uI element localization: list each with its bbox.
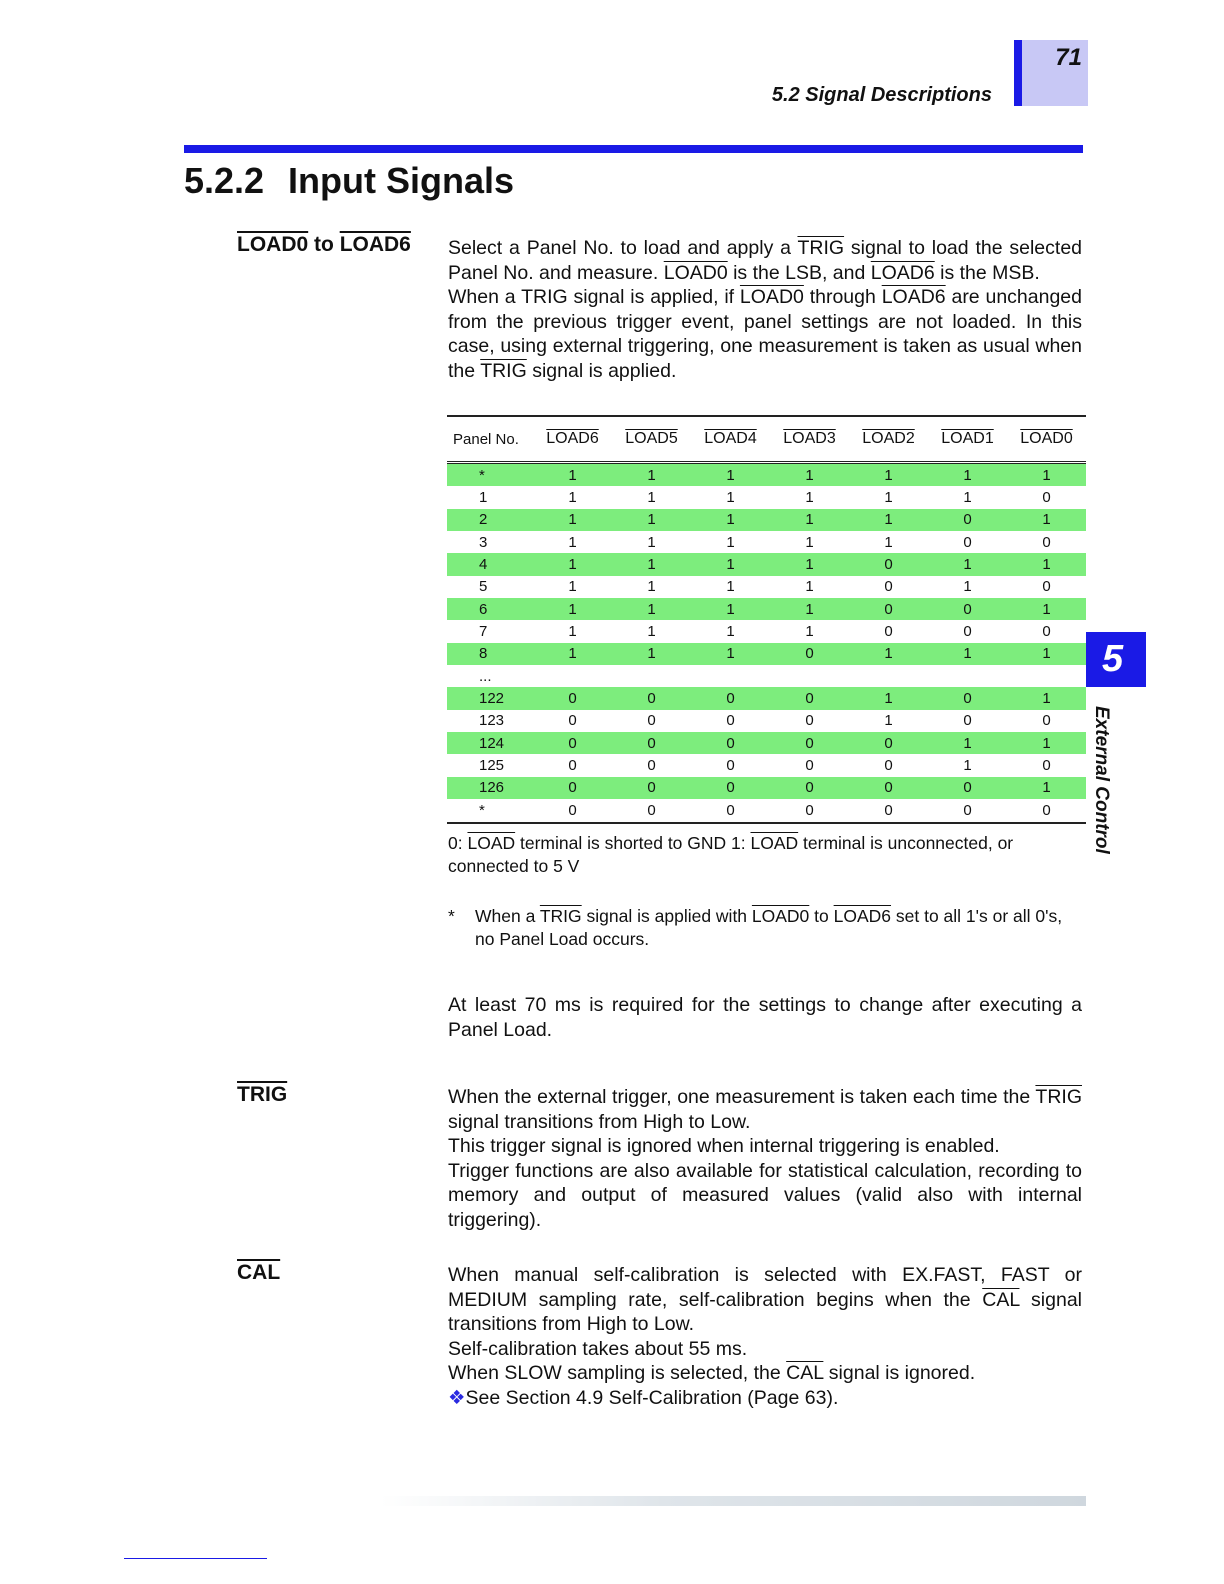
- bit-cell: 1: [928, 732, 1007, 754]
- panel-number-cell: ...: [479, 667, 492, 685]
- bit-cell: 0: [726, 757, 735, 775]
- table-row: [447, 598, 1086, 620]
- bit-cell: 0: [612, 799, 691, 822]
- bit-cell: 0: [647, 757, 656, 775]
- text-run: signal transitions from High to Low.: [448, 1288, 1082, 1335]
- chapter-number: 5: [1102, 638, 1124, 680]
- bit-cell: 0: [533, 799, 612, 822]
- text-run: is the MSB.: [934, 261, 1040, 284]
- bit-cell: 1: [805, 623, 814, 641]
- bit-cell: 1: [647, 623, 656, 641]
- bit-cell: 1: [726, 578, 735, 596]
- bit-cell: 1: [849, 509, 928, 531]
- table-row: [447, 643, 1086, 665]
- bit-cell: 1: [1007, 777, 1086, 799]
- bit-cell: 0: [805, 712, 814, 730]
- bit-cell: 1: [1007, 598, 1086, 620]
- bit-cell: 1: [533, 509, 612, 531]
- bit-cell: 1: [928, 643, 1007, 665]
- bit-cell: 0: [1042, 623, 1051, 641]
- table-row: [447, 486, 1086, 508]
- term-load-mid: to: [308, 233, 340, 256]
- panel-load-table: [447, 415, 1086, 824]
- bit-cell: 0: [647, 712, 656, 730]
- bit-cell: 1: [770, 463, 849, 487]
- text-run: When the external trigger, one measurement is taken each time the: [448, 1086, 1036, 1108]
- bit-cell: 1: [770, 598, 849, 620]
- panel-number-cell: 123: [479, 712, 505, 730]
- panel-number-cell: 5: [479, 578, 488, 596]
- bit-cell: 0: [963, 533, 972, 551]
- footnote-all-same: [448, 905, 1078, 951]
- cal-reference[interactable]: [448, 1386, 1082, 1411]
- chapter-tab: [1086, 632, 1146, 687]
- panel-number-cell: *: [447, 463, 533, 487]
- header-load5: [612, 416, 691, 463]
- bit-cell: 1: [849, 463, 928, 487]
- signal-load6: LOAD6: [881, 286, 946, 308]
- bit-cell: 0: [612, 777, 691, 799]
- bit-cell: [928, 665, 1007, 687]
- panel-number-cell: 6: [447, 598, 533, 620]
- signal-cal: $\overline{CAL}$: [982, 1288, 1020, 1311]
- bit-cell: 1: [647, 578, 656, 596]
- bit-cell: 0: [928, 799, 1007, 822]
- text-run: terminal is shorted to GND 1:: [515, 833, 751, 853]
- bit-cell: 0: [770, 687, 849, 709]
- bit-cell: 1: [647, 533, 656, 551]
- bit-cell: 0: [533, 687, 612, 709]
- text-run: 0:: [448, 833, 468, 853]
- header-panel-no: Panel No.: [447, 416, 533, 463]
- signal-trig: TRIG: [480, 359, 527, 382]
- table-row: [447, 509, 1086, 531]
- term-load-b: LOAD6: [339, 233, 411, 256]
- bit-cell: 1: [612, 553, 691, 575]
- bit-cell: 0: [963, 712, 972, 730]
- bit-cell: 0: [533, 777, 612, 799]
- header-label: LOAD6: [546, 430, 599, 447]
- bit-cell: 1: [1007, 687, 1086, 709]
- bit-cell: 1: [612, 463, 691, 487]
- load-description: [448, 236, 1082, 383]
- table-row: [447, 665, 1086, 687]
- bit-cell: 1: [726, 623, 735, 641]
- header-load2: [849, 416, 928, 463]
- load-para-2: [448, 285, 1082, 383]
- signal-load: LOAD: [750, 833, 799, 853]
- load-para-1: [448, 236, 1082, 285]
- header-label: LOAD0: [1020, 430, 1073, 447]
- table-row: [447, 710, 1086, 732]
- bit-cell: 1: [647, 489, 656, 507]
- bit-cell: 1: [533, 463, 612, 487]
- bit-cell: [612, 665, 691, 687]
- bit-cell: 0: [691, 732, 770, 754]
- text-run: to: [809, 906, 834, 926]
- bit-cell: 0: [849, 777, 928, 799]
- bit-cell: 1: [691, 553, 770, 575]
- bit-cell: 1: [612, 643, 691, 665]
- trig-para-3: Trigger functions are also available for statistical calculation, recording to memory and output of measured values (valid also with internal triggering).: [448, 1159, 1082, 1231]
- panel-number-cell: 7: [479, 623, 488, 641]
- signal-trig: TRIG: [1035, 1086, 1082, 1108]
- bit-cell: 1: [533, 643, 612, 665]
- bit-cell: 0: [849, 553, 928, 575]
- bit-cell: 1: [770, 509, 849, 531]
- section-number: 5.2.2: [184, 160, 265, 201]
- header-load3: [770, 416, 849, 463]
- bit-cell: [849, 665, 928, 687]
- bit-cell: 1: [928, 463, 1007, 487]
- bit-cell: 1: [849, 687, 928, 709]
- bit-cell: 1: [1007, 509, 1086, 531]
- term-cal: $\overline{CAL}$: [237, 1261, 281, 1284]
- table-row: [447, 777, 1086, 799]
- footer-gradient-rule: [380, 1496, 1086, 1506]
- bit-cell: 0: [568, 757, 577, 775]
- bit-cell: 1: [963, 757, 972, 775]
- bit-cell: 0: [1042, 489, 1051, 507]
- bit-cell: [533, 665, 612, 687]
- text-run: signal is applied.: [526, 359, 677, 382]
- bit-cell: 0: [963, 623, 972, 641]
- bit-cell: 1: [1007, 643, 1086, 665]
- bit-cell: 1: [568, 489, 577, 507]
- signal-load0: LOAD0: [663, 261, 728, 284]
- text-run: When a: [475, 906, 540, 926]
- table-row: [447, 754, 1086, 776]
- bit-cell: [691, 665, 770, 687]
- bit-cell: 0: [1042, 712, 1051, 730]
- text-run: Select a Panel No. to load and apply a: [448, 237, 798, 259]
- bit-cell: 0: [1042, 757, 1051, 775]
- bit-cell: 0: [770, 732, 849, 754]
- bit-cell: 1: [568, 623, 577, 641]
- header-load6: [533, 416, 612, 463]
- bit-cell: 0: [928, 687, 1007, 709]
- table-header-row: [447, 416, 1086, 463]
- table-row: [447, 576, 1086, 598]
- bit-cell: 0: [884, 578, 893, 596]
- bit-cell: 0: [1042, 578, 1051, 596]
- table-row: [447, 620, 1086, 642]
- panel-number-cell: 2: [447, 509, 533, 531]
- text-run: When SLOW sampling is selected, the: [448, 1362, 787, 1384]
- page-number: 71: [1055, 44, 1082, 71]
- bit-cell: 0: [884, 623, 893, 641]
- signal-cal: $\overline{CAL}$: [786, 1362, 824, 1384]
- text-run: When manual self-calibration is selected with EX.FAST, FAST or MEDIUM sampling rate, self-calibration begins when the: [448, 1264, 1082, 1311]
- text-run: are unchanged from the previous trigger event, panel settings are not loaded. In this case, using external triggering, one measurement is taken as usual when the: [448, 286, 1082, 382]
- bit-cell: 1: [963, 489, 972, 507]
- bit-cell: 0: [568, 712, 577, 730]
- table-row: [447, 732, 1086, 754]
- bit-cell: 1: [568, 578, 577, 596]
- signal-trig: TRIG: [797, 237, 845, 259]
- bit-cell: 1: [849, 643, 928, 665]
- bit-cell: 0: [726, 712, 735, 730]
- bit-cell: 0: [770, 643, 849, 665]
- bit-cell: 0: [770, 777, 849, 799]
- panel-number-cell: 126: [447, 777, 533, 799]
- bit-cell: 1: [726, 533, 735, 551]
- panel-load-time-note: At least 70 ms is required for the settings to change after executing a Panel Load.: [448, 994, 1082, 1041]
- footer-link-rule: [124, 1558, 267, 1559]
- table-row: [447, 799, 1086, 822]
- footnote-text: [475, 905, 1078, 951]
- term-trig: TRIG: [237, 1083, 288, 1106]
- reference-link[interactable]: See Section 4.9 Self-Calibration (Page 63).: [465, 1386, 839, 1409]
- bit-cell: 0: [849, 799, 928, 822]
- page-number-box: [1022, 40, 1088, 106]
- table-row: [447, 553, 1086, 575]
- section-title-text: Input Signals: [288, 160, 515, 201]
- bit-cell: [770, 665, 849, 687]
- bit-cell: 0: [612, 732, 691, 754]
- bit-cell: 0: [1042, 533, 1051, 551]
- panel-number-cell: 4: [447, 553, 533, 575]
- bit-cell: 0: [691, 799, 770, 822]
- table-row: [447, 687, 1086, 709]
- bit-cell: 1: [1007, 463, 1086, 487]
- footnote-mark: *: [448, 906, 455, 926]
- header-label: LOAD1: [941, 430, 994, 447]
- text-run: set to all 1's or all 0's, no Panel Load occurs.: [475, 906, 1063, 949]
- term-load-a: LOAD0: [237, 233, 309, 256]
- chapter-label: External Control: [1091, 706, 1112, 854]
- panel-number-cell: 1: [479, 489, 488, 507]
- bit-cell: 1: [884, 489, 893, 507]
- table-row: [447, 531, 1086, 553]
- bit-cell: 0: [691, 777, 770, 799]
- text-run: signal is ignored.: [823, 1362, 976, 1384]
- text-run: is the LSB, and: [727, 261, 871, 284]
- bit-cell: 0: [884, 757, 893, 775]
- panel-number-cell: 124: [447, 732, 533, 754]
- term-load: [237, 233, 411, 257]
- cal-para-3: [448, 1361, 1082, 1386]
- bit-cell: 1: [928, 553, 1007, 575]
- bit-cell: 1: [884, 533, 893, 551]
- header-load1: [928, 416, 1007, 463]
- bit-cell: 0: [928, 509, 1007, 531]
- bit-cell: 1: [691, 509, 770, 531]
- bit-cell: 1: [691, 643, 770, 665]
- bit-cell: 1: [691, 463, 770, 487]
- panel-number-cell: 122: [447, 687, 533, 709]
- bit-cell: 1: [805, 578, 814, 596]
- table-body: [447, 463, 1086, 823]
- bit-cell: 1: [884, 712, 893, 730]
- section-title: [184, 160, 514, 202]
- table-row: [447, 463, 1086, 487]
- signal-load: LOAD: [467, 833, 516, 853]
- bit-cell: 1: [1007, 732, 1086, 754]
- trig-para-1: [448, 1085, 1082, 1134]
- signal-trig: TRIG: [539, 906, 582, 926]
- bit-cell: 0: [1007, 799, 1086, 822]
- signal-load6: LOAD6: [833, 906, 892, 926]
- load-terminal-note: [448, 832, 1088, 878]
- panel-number-cell: 125: [479, 757, 505, 775]
- bit-cell: [1007, 665, 1086, 687]
- bit-cell: 0: [770, 799, 849, 822]
- reference-diamond-icon: ❖: [448, 1386, 466, 1409]
- bit-cell: 0: [849, 598, 928, 620]
- bit-cell: 1: [612, 509, 691, 531]
- header-label: LOAD4: [704, 430, 757, 447]
- header-label: LOAD5: [625, 430, 678, 447]
- trig-description: [448, 1085, 1082, 1232]
- bit-cell: 1: [805, 533, 814, 551]
- bit-cell: 0: [691, 687, 770, 709]
- running-header-section: 5.2 Signal Descriptions: [771, 84, 992, 106]
- text-run: terminal is unconnected, or connected to 5 V: [448, 833, 1014, 876]
- text-run: signal transitions from High to Low.: [448, 1110, 751, 1133]
- header-label: LOAD3: [783, 430, 836, 447]
- bit-cell: 1: [568, 533, 577, 551]
- header-load0: [1007, 416, 1086, 463]
- text-run: signal is applied with: [581, 906, 752, 926]
- trig-para-2: This trigger signal is ignored when internal triggering is enabled.: [448, 1135, 1000, 1157]
- bit-cell: 0: [928, 777, 1007, 799]
- bit-cell: 1: [533, 598, 612, 620]
- bit-cell: 1: [805, 489, 814, 507]
- bit-cell: 1: [533, 553, 612, 575]
- bit-cell: 0: [928, 598, 1007, 620]
- cal-para-1: [448, 1263, 1082, 1337]
- bit-cell: 0: [612, 687, 691, 709]
- signal-load0: LOAD0: [739, 286, 804, 308]
- cal-para-2: Self-calibration takes about 55 ms.: [448, 1337, 748, 1360]
- cal-description: [448, 1263, 1082, 1410]
- bit-cell: 0: [805, 757, 814, 775]
- panel-number-cell: *: [447, 799, 533, 822]
- bit-cell: 1: [726, 489, 735, 507]
- section-rule: [184, 145, 1083, 153]
- header-accent-bar: [1014, 40, 1022, 106]
- bit-cell: 0: [849, 732, 928, 754]
- bit-cell: 1: [963, 578, 972, 596]
- bit-cell: 1: [691, 598, 770, 620]
- panel-number-cell: 3: [479, 533, 488, 551]
- text-run: signal to load the selected Panel No. and measure.: [448, 237, 1083, 284]
- bit-cell: 1: [1007, 553, 1086, 575]
- text-run: through: [803, 286, 882, 308]
- signal-load0: LOAD0: [751, 906, 810, 926]
- signal-load6: LOAD6: [870, 261, 935, 284]
- bit-cell: 0: [533, 732, 612, 754]
- header-load4: [691, 416, 770, 463]
- bit-cell: 1: [770, 553, 849, 575]
- bit-cell: 1: [612, 598, 691, 620]
- header-label: LOAD2: [862, 430, 915, 447]
- text-run: When a TRIG signal is applied, if: [448, 286, 740, 308]
- panel-number-cell: 8: [447, 643, 533, 665]
